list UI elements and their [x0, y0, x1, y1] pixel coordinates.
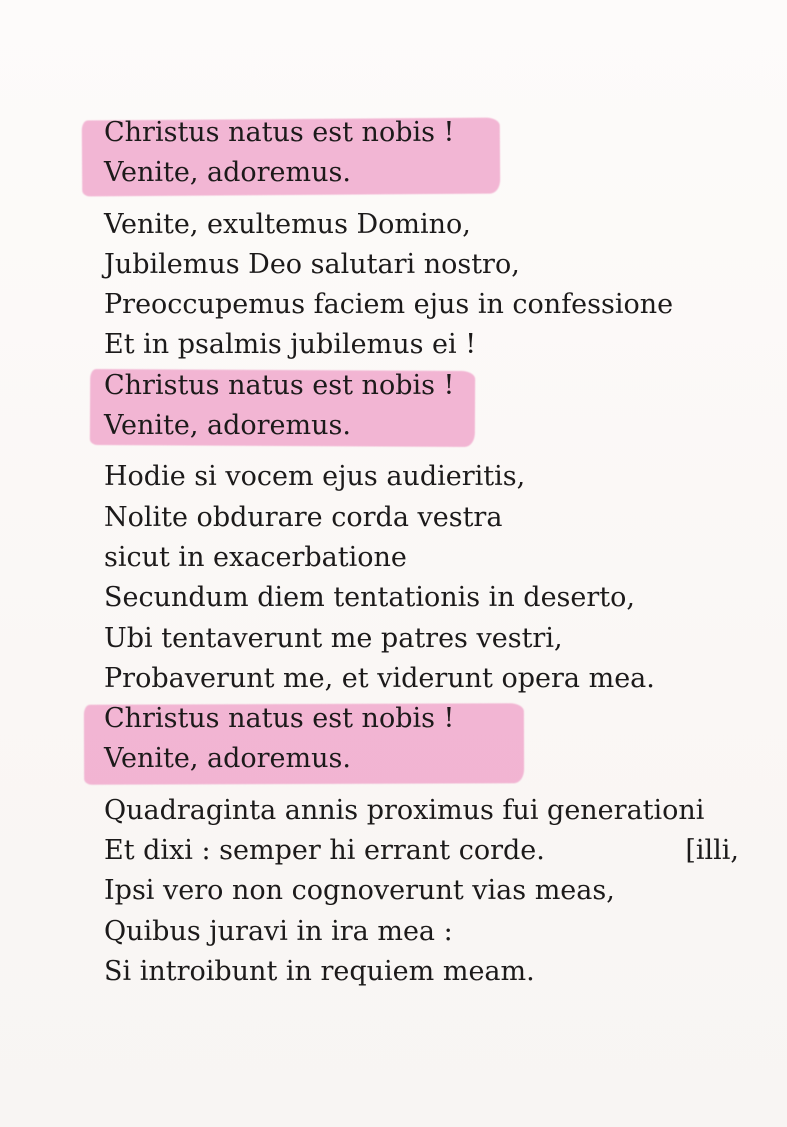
- verse-line: Nolite obdurare corda vestra: [104, 501, 503, 533]
- verse-line: Jubilemus Deo salutari nostro,: [104, 248, 520, 280]
- refrain-line-2: Venite, adoremus.: [104, 410, 351, 442]
- refrain-block: [104, 113, 774, 194]
- poem-text: [104, 113, 774, 992]
- verse-line: Preoccupemus faciem ejus in confessione: [104, 289, 674, 321]
- refrain-line-1: Christus natus est nobis !: [104, 703, 455, 735]
- verse-line: sicut in exacerbatione: [104, 541, 407, 573]
- verse-line-text: Et dixi : semper hi errant corde.: [104, 835, 545, 867]
- stanza-1: [104, 205, 774, 366]
- stanza-2: [104, 457, 774, 699]
- refrain-block: [104, 366, 774, 447]
- verse-line: Hodie si vocem ejus audieritis,: [104, 461, 526, 493]
- verse-line: Si introibunt in requiem meam.: [104, 955, 535, 987]
- verse-line: Quibus juravi in ira mea :: [104, 915, 453, 947]
- verse-line: Secundum diem tentationis in deserto,: [104, 582, 635, 614]
- verse-line: Ipsi vero non cognoverunt vias meas,: [104, 875, 615, 907]
- refrain-block: [104, 699, 774, 780]
- refrain-line-1: Christus natus est nobis !: [104, 369, 455, 401]
- verse-line: Et in psalmis jubilemus ei !: [104, 329, 477, 361]
- refrain-line-1: Christus natus est nobis !: [104, 117, 455, 148]
- stanza-3: [104, 791, 774, 992]
- turnover-word: [illi,: [685, 835, 739, 867]
- verse-line: Probaverunt me, et viderunt opera mea.: [104, 662, 655, 694]
- refrain-line-2: Venite, adoremus.: [104, 743, 351, 775]
- verse-line: Ubi tentaverunt me patres vestri,: [104, 622, 563, 654]
- refrain-line-2: Venite, adoremus.: [104, 157, 351, 189]
- verse-line: [104, 831, 774, 871]
- verse-line: Quadraginta annis proximus fui generationi: [104, 794, 705, 826]
- verse-line: Venite, exultemus Domino,: [104, 208, 471, 240]
